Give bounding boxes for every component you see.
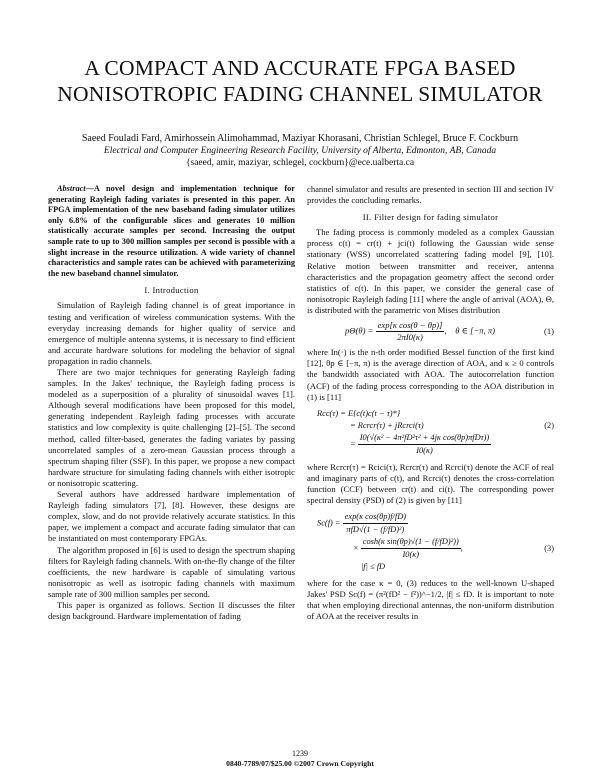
- intro-paragraph-1: Simulation of Rayleigh fading channel is of great importance in testing and verification of wireless communication systems. With the everyday increasing demands for higher quality of service and emergence of multiple antenna systems, it is necessary to find efficient and accurate hardware solutions for modeling the behavior of signal propagation in radio channels.: [48, 300, 295, 366]
- abstract: [48, 184, 295, 279]
- equation-1: pΘ(θ) = $\frac{\text{exp[κ cos(θ − θp)]}}{2\pi I0(\kappa)}$ , θ ∈ [−π, π) (1): [345, 320, 554, 343]
- eq3-fraction-1: [343, 511, 408, 536]
- eq3-numerator-2: cosh(κ sin(θp)√(1 − (f/fD)²)): [361, 536, 461, 549]
- section-2-heading: II. Filter design for fading simulator: [362, 212, 499, 223]
- filter-paragraph-2: where In(·) is the n-th order modified Bessel function of the first kind [12], θp ∈ [−π, π) is the average direction of AOA, and κ ≥ 0 controls the bandwidth associated with AOA. The autocorrelation function (ACF) of the fading process corresponding to the AOA distribution in (1) is [11]: [307, 347, 554, 402]
- copyright-line: 0840-7789/07/$25.00 ©2007 Crown Copyright: [226, 759, 374, 768]
- eq3-label: (3): [544, 543, 554, 553]
- eq2-numerator: I0(√(κ² − 4π²fD²τ² + 4jκ cos(θp)πfDτ)): [358, 432, 491, 445]
- eq2-denominator: I0(κ): [416, 445, 433, 455]
- eq3-denominator-1: πfD√(1 − (f/fD)²): [346, 525, 405, 535]
- affiliation: Electrical and Computer Engineering Research Facility, University of Alberta, Edmonton, AB, Canada: [103, 146, 497, 156]
- eq1-denominator: 2πI0(κ): [397, 332, 423, 343]
- abstract-label: Abstract: [57, 184, 86, 193]
- paper-title: A COMPACT AND ACCURATE FPGA BASED NONISOTROPIC FADING CHANNEL SIMULATOR: [57, 56, 543, 106]
- page-number: 1239: [292, 749, 308, 758]
- eq2-line-1: Rcc(τ) = E{c(t)c(t − τ)*}: [317, 408, 401, 418]
- intro-paragraph-4: The algorithm proposed in [6] is used to design the spectrum shaping filters for Rayleigh fading channels. With on-the-fly change of the filter coefficients, the new hardware is capable of simulating various nonisotropic as well as isotropic fading channels with maximum sample rate of 300 million samples per second.: [48, 544, 295, 599]
- filter-paragraph-4: where for the case κ = 0, (3) reduces to the well-known U-shaped Jakes' PSD Sc(f) = (π²(fD² − f²))^−1/2, |f| ≤ fD. It is important to note that when employing directional antennas, the non-uniform distribution of AOA at the receiver results in: [307, 578, 554, 622]
- equation-2: Rcc(τ) = E{c(t)c(t − τ)*} = Rcrcr(τ) + jRcrci(τ) (2) = $\frac{\text{I0(√(κ² − 4π²fD²τ² + 4jκ cos(θp)πfDτ))}}{I0(\kappa)}$: [317, 408, 554, 455]
- author-emails: {saeed, amir, maziyar, schlegel, cockburn}@ece.ualberta.ca: [185, 158, 415, 168]
- eq3-fraction-2: [361, 536, 461, 561]
- author-list: Saeed Fouladi Fard, Amirhossein Alimohammad, Maziyar Khorasani, Christian Schlegel, Bruce F. Cockburn: [81, 133, 519, 144]
- eq2-fraction: [358, 432, 491, 457]
- eq3-lhs: Sc(f) =: [317, 518, 341, 528]
- eq1-label: (1): [543, 326, 554, 337]
- intro-paragraph-5: This paper is organized as follows. Section II discusses the filter design background. Hardware implementation of fading: [48, 599, 295, 622]
- eq1-numerator: exp[κ cos(θ − θp)]: [376, 320, 445, 332]
- intro-paragraph-2: There are two major techniques for generating Rayleigh fading samples. In the Jakes' technique, the Rayleigh fading process is modeled as a superposition of a plurality of sinusoidal waves [1]. Although several modifications have been proposed for this model, generating independent Rayleigh fading processes with accurate statistics and low complexity is quite challenging [2]–[5]. The second method, called filter-based, generates the fading variates by passing uncorrelated samples of a zero-mean Gaussian process through a spectrum shaping filter (SSF). In this paper, we propose a new compact hardware structure for simulating fading channels with either isotropic or nonisotropic scattering.: [48, 367, 295, 488]
- section-1-heading: I. Introduction: [144, 285, 199, 296]
- eq1-fraction: [376, 320, 445, 343]
- eq3-numerator-1: exp(κ cos(θp)f/fD): [343, 511, 408, 524]
- eq2-label: (2): [544, 420, 554, 430]
- left-column: [48, 184, 295, 622]
- eq3-condition: |f| ≤ fD: [361, 562, 386, 572]
- intro-paragraph-3: Several authors have addressed hardware implementation of Rayleigh fading simulators [7], [8]. However, these designs are complex, slow, and do not provide relatively accurate statistics. In this paper, we implement a compact and accurate fading simulator that can be instantiated on most contemporary FPGAs.: [48, 489, 295, 544]
- abstract-text: —A novel design and implementation technique for generating Rayleigh fading variates is presented in this paper. An FPGA implementation of the new baseband fading simulator utilizes only 6.8% of the configurable slices and generates 10 million statistically accurate samples per second. Increasing the output sample rate to up to 300 million samples per second is possible with a slight increase in the resource utilization. A wide variety of channel characteristics and sample rates can be achieved with parameterizing the new baseband channel simulator.: [48, 184, 295, 278]
- filter-paragraph-3: where Rcrcr(τ) = Rcici(τ), Rcrcr(τ) and Rcrci(τ) denote the ACF of real and imaginary parts of c(t), and Rcrci(τ) denotes the cross-correlation function (CCF) between cr(t) and ci(t). The corresponding power spectral density (PSD) of (2) is given by [11]: [307, 461, 554, 505]
- eq2-line-2: = Rcrcr(τ) + jRcrci(τ): [350, 420, 424, 430]
- filter-paragraph-1: The fading process is commonly modeled as a complex Gaussian process c(t) = cr(t) + jci(t) following the Gaussian wide sense stationary (WSS) uncorrelated scattering fading model [9], [10]. Relative motion between transmitter and receiver, antenna characteristics and the propagation geometry affect the second order statistics of c(t). In this paper, we consider the general case of nonisotropic Rayleigh fading [11] where the angle of arrival (AOA), Θ, is distributed with the parametric von Mises distribution: [307, 227, 554, 315]
- eq1-condition: θ ∈ [−π, π): [455, 325, 496, 336]
- right-paragraph-0: channel simulator and results are presented in section III and section IV provides the concluding remarks.: [307, 184, 554, 206]
- eq3-denominator-2: I0(κ): [402, 550, 420, 560]
- right-column: [307, 184, 554, 622]
- equation-3: Sc(f) = $\frac{\text{exp(κ cos(θp)f/fD)}}{\text{πfD√(1 − (f/fD)²)}}$ × $\frac{\text{cosh(κ sin(θp)√(1 − (f/fD)²))}}{I0(\kappa)}$ , (3) |f| ≤ fD: [317, 512, 554, 572]
- eq1-lhs: pΘ(θ) =: [345, 325, 374, 336]
